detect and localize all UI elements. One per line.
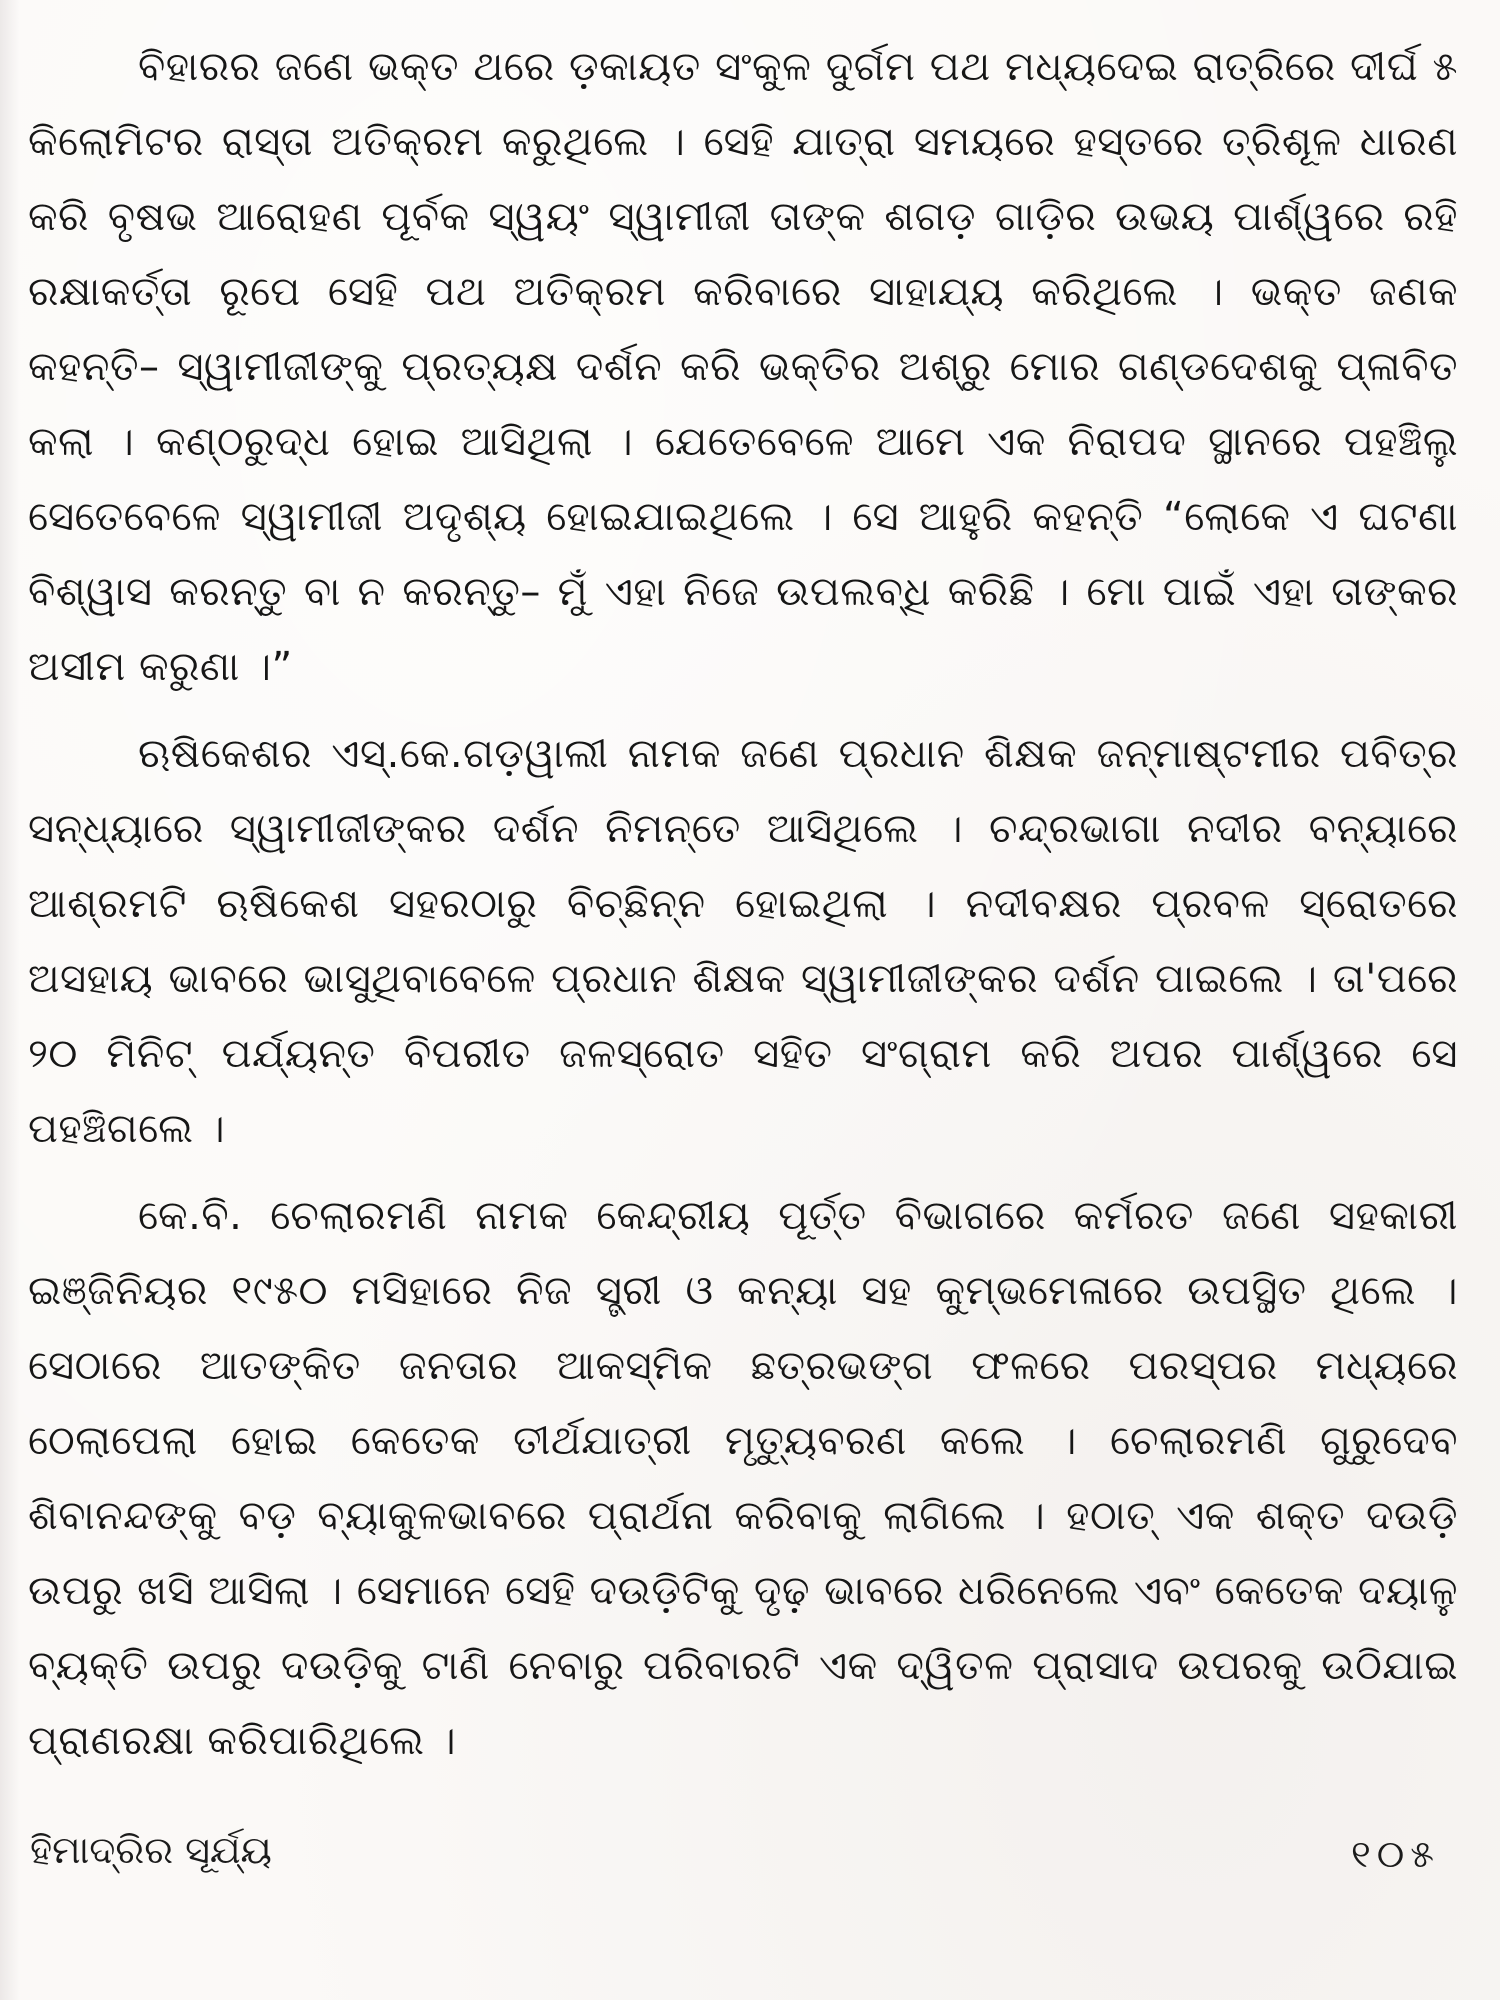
paragraph-1: ବିହାରର ଜଣେ ଭକ୍ତ ଥରେ ଡ଼କାୟତ ସଂକୁଳ ଦୁର୍ଗମ ପଥ ମଧ୍ୟଦେଇ ରାତ୍ରିରେ ଦୀର୍ଘ ୫ କିଲୋମିଟର ରାସ୍ତା ଅତିକ୍ରମ କରୁଥିଲେ । ସେହି ଯାତ୍ରା ସମୟରେ ହସ୍ତରେ ତ୍ରିଶୂଳ ଧାରଣ କରି ବୃଷଭ ଆରୋହଣ ପୂର୍ବକ ସ୍ୱୟଂ ସ୍ୱାମୀଜୀ ତାଙ୍କ ଶଗଡ଼ ଗାଡ଼ିର ଉଭୟ ପାର୍ଶ୍ୱରେ ରହି ରକ୍ଷାକର୍ତ୍ତା ରୂପେ ସେହି ପଥ ଅତିକ୍ରମ କରିବାରେ ସାହାଯ୍ୟ କରିଥିଲେ । ଭକ୍ତ ଜଣକ କହନ୍ତି– ସ୍ୱାମୀଜୀଙ୍କୁ ପ୍ରତ୍ୟକ୍ଷ ଦର୍ଶନ କରି ଭକ୍ତିର ଅଶ୍ରୁ ମୋର ଗଣ୍ଡଦେଶକୁ ପ୍ଳାବିତ କଲା । କଣ୍ଠରୁଦ୍ଧ ହୋଇ ଆସିଥିଲା । ଯେତେବେଳେ ଆମେ ଏକ ନିରାପଦ ସ୍ଥାନରେ ପହଞ୍ଚିଲୁ ସେତେବେଳେ ସ୍ୱାମୀଜୀ ଅଦୃଶ୍ୟ ହୋଇଯାଇଥିଲେ । ସେ ଆହୁରି କହନ୍ତି “ଲୋକେ ଏ ଘଟଣା ବିଶ୍ୱାସ କରନ୍ତୁ ବା ନ କରନ୍ତୁ– ମୁଁ ଏହା ନିଜେ ଉପଲବ୍ଧି କରିଛି । ମୋ ପାଇଁ ଏହା ତାଙ୍କର ଅସୀମ କରୁଣା ।” (28, 44, 1458, 690)
page-number: ୧୦୫ (1350, 1832, 1440, 1876)
page-edge-shadow (0, 0, 20, 2000)
body-text (28, 30, 1458, 1791)
paragraph-2: ଋଷିକେଶର ଏସ୍.କେ.ଗଡ଼ୱାଲୀ ନାମକ ଜଣେ ପ୍ରଧାନ ଶିକ୍ଷକ ଜନ୍ମାଷ୍ଟମୀର ପବିତ୍ର ସନ୍ଧ୍ୟାରେ ସ୍ୱାମୀଜୀଙ୍କର ଦର୍ଶନ ନିମନ୍ତେ ଆସିଥିଲେ । ଚନ୍ଦ୍ରଭାଗା ନଦୀର ବନ୍ୟାରେ ଆଶ୍ରମଟି ଋଷିକେଶ ସହରଠାରୁ ବିଚ୍ଛିନ୍ନ ହୋଇଥିଲା । ନଦୀବକ୍ଷର ପ୍ରବଳ ସ୍ରୋତରେ ଅସହାୟ ଭାବରେ ଭାସୁଥିବାବେଳେ ପ୍ରଧାନ ଶିକ୍ଷକ ସ୍ୱାମୀଜୀଙ୍କର ଦର୍ଶନ ପାଇଲେ । ତା'ପରେ ୨୦ ମିନିଟ୍ ପର୍ଯ୍ୟନ୍ତ ବିପରୀତ ଜଳସ୍ରୋତ ସହିତ ସଂଗ୍ରାମ କରି ଅପର ପାର୍ଶ୍ୱରେ ସେ ପହଞ୍ଚିଗଲେ । (28, 731, 1458, 1152)
running-footer-book-title: ହିମାଦ୍ରିର ସୂର୍ଯ୍ୟ (30, 1828, 272, 1872)
paragraph-3: କେ.ବି. ଚେଲାରମଣି ନାମକ କେନ୍ଦ୍ରୀୟ ପୂର୍ତ୍ତ ବିଭାଗରେ କର୍ମରତ ଜଣେ ସହକାରୀ ଇଞ୍ଜିନିୟର ୧୯୫୦ ମସିହାରେ ନିଜ ସ୍ତ୍ରୀ ଓ କନ୍ୟା ସହ କୁମ୍ଭମେଳାରେ ଉପସ୍ଥିତ ଥିଲେ । ସେଠାରେ ଆତଙ୍କିତ ଜନତାର ଆକସ୍ମିକ ଛତ୍ରଭଙ୍ଗ ଫଳରେ ପରସ୍ପର ମଧ୍ୟରେ ଠେଲାପେଲା ହୋଇ କେତେକ ତୀର୍ଥଯାତ୍ରୀ ମୃତ୍ୟୁବରଣ କଲେ । ଚେଲାରମଣି ଗୁରୁଦେବ ଶିବାନନ୍ଦଙ୍କୁ ବଡ଼ ବ୍ୟାକୁଳଭାବରେ ପ୍ରାର୍ଥନା କରିବାକୁ ଲାଗିଲେ । ହଠାତ୍ ଏକ ଶକ୍ତ ଦଉଡ଼ି ଉପରୁ ଖସି ଆସିଲା । ସେମାନେ ସେହି ଦଉଡ଼ିଟିକୁ ଦୃଢ଼ ଭାବରେ ଧରିନେଲେ ଏବଂ କେତେକ ଦୟାଳୁ ବ୍ୟକ୍ତି ଉପରୁ ଦଉଡ଼ିକୁ ଟାଣି ନେବାରୁ ପରିବାରଟି ଏକ ଦ୍ୱିତଳ ପ୍ରାସାଦ ଉପରକୁ ଉଠିଯାଇ ପ୍ରାଣରକ୍ଷା କରିପାରିଥିଲେ । (28, 1193, 1458, 1764)
